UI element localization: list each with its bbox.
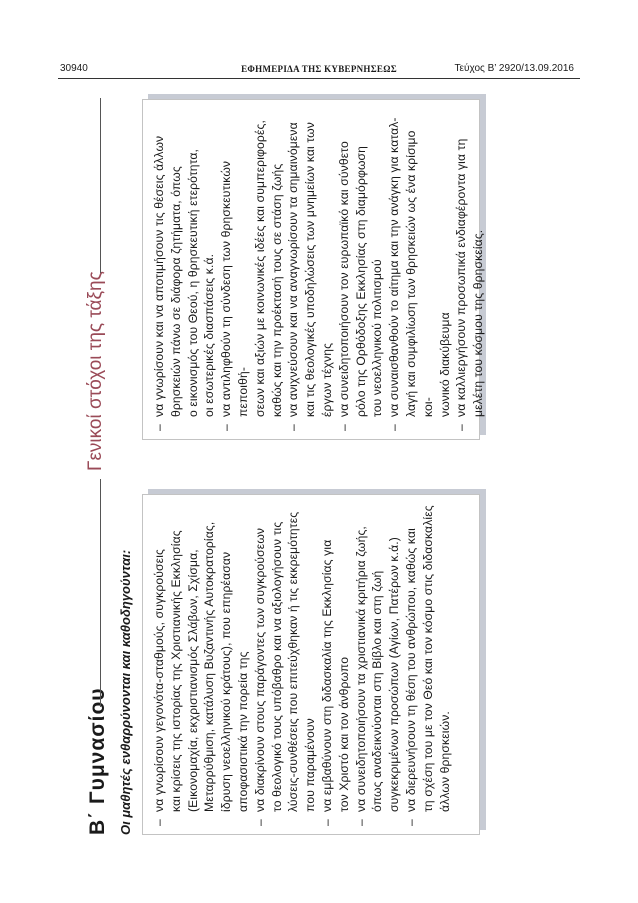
goals-list-left (151, 503, 453, 826)
grade-title: Β΄ Γυμνασίου (86, 687, 109, 835)
goal-text: να καλλιεργήσουν προσωπικά ενδιαφέροντα για τη μελέτη του κόσμου της θρησκείας. (454, 138, 486, 417)
goal-text: να αντιληφθούν τη σύνδεση των θρησκευτικών πεποιθή- σεων και αξιών με κοινωνικές ιδέες και συμπεριφορές, καθώς και την προέκτασή τους σε στάση ζωής (219, 120, 284, 417)
goals-list-right (151, 108, 487, 431)
goal-text: να συνειδητοποιήσουν τον ευρωπαϊκό και σύνθετο ρόλο της Ορθόδοξης Εκκλησίας στη διαμόρφωση του νεοελληνικού πολιτισμού (336, 141, 385, 417)
goal-item (319, 503, 353, 826)
bullet-dash: – (252, 819, 267, 826)
goal-item (386, 108, 453, 431)
heading-rule-left (100, 479, 101, 707)
bullet-dash: – (319, 819, 334, 826)
bullet-dash: – (403, 819, 418, 826)
goal-item (453, 108, 487, 431)
goal-text: να συνειδητοποιήσουν τα χριστιανικά κριτήρια ζωής, όπως αναδεικνύονται στη Βίβλο και στη ζωή συγκεκριμένων προσώπων (Αγίων, Πατέρων κ.ά.) (353, 526, 402, 812)
newspaper-title: ΕΦΗΜΕΡΙΔΑ ΤΗΣ ΚΥΒΕΡΝΗΣΕΩΣ (241, 64, 397, 74)
intro-text: Οι μαθητές ενθαρρύνονται και καθοδηγούνται: (118, 549, 133, 835)
goal-text: να συναισθανθούν το αίτημα και την ανάγκη για καταλ- λαγή και συμφιλίωση των θρησκειών ως ένα κρίσιμο κοι- νωνικό διακύβευμα (387, 117, 452, 417)
goal-item (403, 503, 453, 826)
general-goals-heading: Γενικοί στόχοι της τάξης (85, 271, 106, 471)
bullet-dash: – (454, 424, 469, 431)
bullet-dash: – (219, 424, 234, 431)
goal-text: να εμβαθύνουν στη διδασκαλία της Εκκλησίας για τον Χριστό και τον άνθρωπο (319, 539, 351, 812)
bullet-dash: – (286, 424, 301, 431)
goal-item (252, 503, 319, 826)
bullet-dash: – (387, 424, 402, 431)
heading-rule-right (100, 98, 101, 273)
bullet-dash: – (336, 424, 351, 431)
goal-text: να γνωρίσουν και να αποτιμήσουν τις θέσεις άλλων θρησκειών πάνω σε διάφορα ζητήματα, όπως ο εικονισμός του Θεού, η θρησκευτική ετερότητα, οι εσωτερικές διασπάσεις κ.ά. (152, 135, 217, 417)
rotated-page-content (82, 90, 582, 835)
goal-item (285, 108, 335, 431)
bullet-dash: – (152, 819, 166, 826)
goal-text: να γνωρίσουν γεγονότα-σταθμούς, συγκρούσεις και κρίσεις της ιστορίας της Χριστιανικής Εκκλησίας (Εικονομαχία, εκχριστιανισμός Σλάβων, Σχίσμα, Μεταρρύθμιση, κατάλυση Βυζαντινής Αυτοκρατορίας, ίδρυση νεοελληνικού κράτους), που επηρέασαν αποφασιστικά την πορεία της (152, 521, 250, 812)
goal-text: να διακρίνουν στους παράγοντες των συγκρούσεων το θεολογικό τους υπόβαθρο και να αξιολογήσουν τις λύσεις-συνθέσεις που επιτεύχθηκαν ή τις εκκρεμότητες που παραμένουν (252, 511, 318, 812)
goals-box-right (142, 99, 486, 440)
goal-item (218, 108, 285, 431)
goal-text: να ανιχνεύσουν και να αναγνωρίσουν τα σημαινόμενα και τις θεολογικές υποδηλώσεις των μνημείων και των έργων τέχνης (286, 122, 334, 417)
goal-item (151, 108, 218, 431)
issue-reference: Τεύχος Β’ 2920/13.09.2016 (454, 63, 574, 74)
goal-item (151, 503, 252, 826)
goal-item (353, 503, 403, 826)
goal-text: να διερευνήσουν τη θέση του ανθρώπου, καθώς και τη σχέση του με τον Θεό και τον κόσμο στις διδασκαλίες άλλων θρησκειών. (403, 505, 452, 812)
bullet-dash: – (152, 424, 166, 431)
page-number: 30940 (60, 63, 88, 74)
header-rule (58, 78, 580, 79)
goal-item (336, 108, 386, 431)
section-heading-row (82, 90, 116, 835)
bullet-dash: – (353, 819, 368, 826)
goals-box-left (142, 494, 480, 835)
